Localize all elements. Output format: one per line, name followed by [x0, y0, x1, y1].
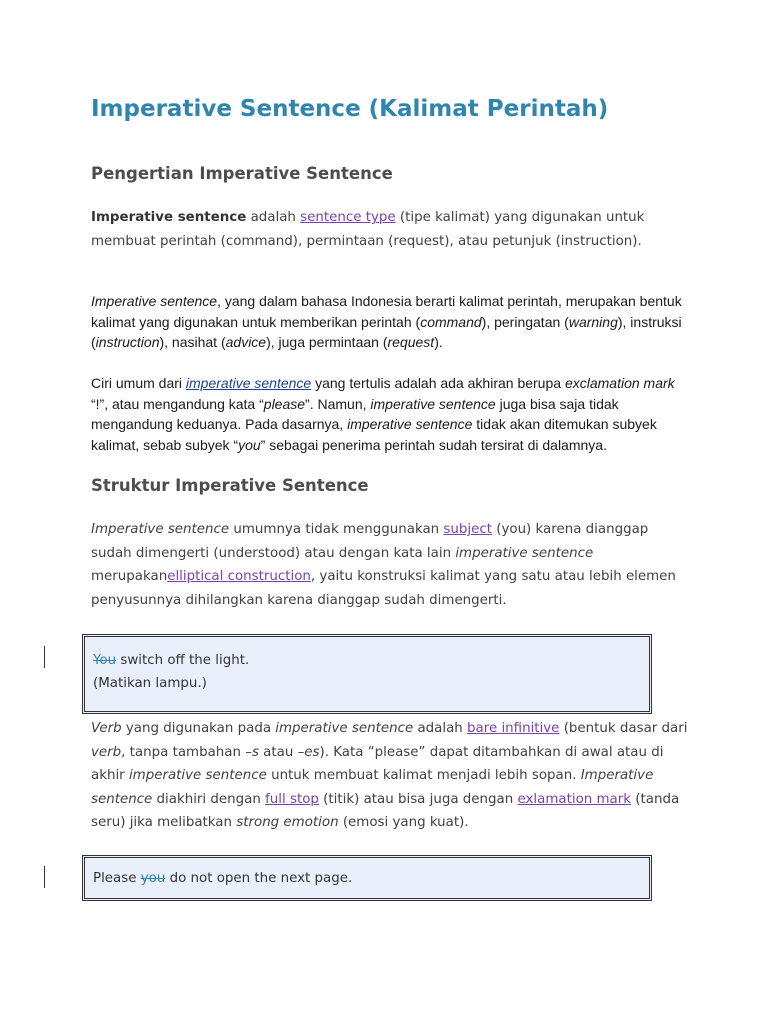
italic-term: imperative sentence — [455, 545, 594, 561]
text: juga bisa saja tidak mengandung keduanya. Pada dasarnya, — [91, 395, 619, 432]
paragraph-meaning — [91, 291, 691, 353]
text: (emosi yang kuat). — [338, 815, 469, 830]
italic-term: Verb — [91, 721, 122, 736]
text: Ciri umum dari — [91, 375, 186, 391]
italic-term: advice — [225, 334, 267, 350]
text: do not open the next page. — [165, 871, 353, 886]
text: (tipe kalimat) yang digunakan untuk membuat perintah (command), permintaan (request), atau petunjuk (instruction). — [91, 210, 645, 249]
example-box-2 — [82, 855, 652, 901]
text: ). Kata “please” dapat ditambahkan di awal atau di akhir — [91, 744, 664, 783]
section-heading-pengertian: Pengertian Imperative Sentence — [91, 164, 393, 183]
italic-term: strong emotion — [236, 815, 339, 830]
text: diakhiri dengan — [152, 791, 266, 807]
italic-term: imperative sentence — [128, 768, 267, 783]
text: ). — [434, 334, 443, 350]
link-imperative-sentence[interactable] — [186, 375, 311, 391]
italic-term: you — [238, 436, 261, 453]
paragraph-structure — [91, 518, 691, 612]
link-sentence-type[interactable]: sentence type — [300, 210, 396, 225]
link-full-stop[interactable]: full stop — [265, 791, 319, 807]
struck-subject: you — [140, 871, 166, 886]
text: merupakan — [91, 569, 168, 584]
text: tidak akan ditemukan subyek kalimat, sebab subyek “ — [91, 416, 657, 453]
text: , tanpa tambahan – — [121, 744, 252, 760]
text: adalah — [413, 721, 468, 736]
text: “!”, atau mengandung kata “ — [91, 395, 264, 412]
page-title: Imperative Sentence (Kalimat Perintah) — [91, 96, 609, 122]
section-heading-struktur: Struktur Imperative Sentence — [91, 476, 369, 495]
link-bare-infinitive[interactable]: bare infinitive — [467, 721, 560, 736]
italic-term: warning — [568, 313, 618, 330]
paragraph-verb — [91, 717, 691, 835]
text: (titik) atau bisa juga dengan — [318, 791, 518, 807]
bold-term: Imperative sentence — [91, 210, 247, 225]
text-cursor — [44, 646, 45, 668]
text: , yaitu konstruksi kalimat yang satu atau lebih elemen penyusunnya dihilangkan karena dianggap sudah dimengerti. — [91, 569, 676, 608]
example-sentence — [93, 649, 641, 672]
paragraph-definition — [91, 206, 691, 253]
paragraph-characteristics — [91, 373, 691, 455]
text: (tanda seru) jika melibatkan — [91, 791, 680, 830]
text: adalah — [246, 210, 301, 225]
italic-term: exclamation mark — [564, 375, 675, 391]
text: ), peringatan ( — [481, 313, 569, 330]
link-subject[interactable]: subject — [443, 522, 492, 537]
italic-term: Imperative sentence — [91, 293, 218, 309]
text: untuk membuat kalimat menjadi lebih sopan. — [266, 768, 581, 783]
example-translation: (Matikan lampu.) — [93, 676, 207, 691]
text: yang digunakan pada — [121, 721, 276, 736]
text: (you) karena dianggap sudah dimengerti (understood) atau dengan kata lain — [91, 522, 649, 561]
italic-term: es — [304, 744, 320, 760]
text: ), nasihat ( — [159, 334, 226, 350]
text: Please — [93, 871, 141, 886]
text-cursor — [44, 866, 45, 888]
italic-term: imperative sentence — [275, 721, 414, 736]
text: ” sebagai penerima perintah sudah tersirat di dalamnya. — [260, 436, 607, 453]
italic-term: command — [420, 313, 482, 330]
text: ), juga permintaan ( — [266, 334, 388, 350]
italic-term: imperative sentence — [347, 416, 473, 432]
italic-term: please — [263, 395, 306, 412]
text: , yang dalam bahasa Indonesia berarti kalimat perintah, merupakan bentuk kalimat yang digunakan untuk memberikan perintah ( — [91, 293, 682, 330]
text: switch off the light. — [116, 653, 250, 668]
italic-term: Imperative sentence — [91, 522, 230, 537]
italic-term: request — [387, 334, 435, 350]
text: atau – — [258, 744, 305, 760]
link-elliptical-construction[interactable]: elliptical construction — [167, 569, 311, 584]
text: ”. Namun, — [305, 395, 371, 412]
example-box-1 — [82, 634, 652, 714]
italic-term: instruction — [95, 334, 160, 350]
text: (bentuk dasar dari — [559, 721, 688, 736]
italic-term: verb — [91, 744, 122, 760]
italic-term: Imperative sentence — [91, 768, 654, 807]
example-sentence — [93, 867, 641, 890]
text: umumnya tidak menggunakan — [229, 522, 444, 537]
italic-term: imperative sentence — [370, 395, 496, 412]
struck-subject: You — [93, 653, 117, 668]
text: yang tertulis adalah ada akhiran berupa — [311, 375, 565, 391]
italic-term: s — [251, 744, 259, 760]
text: ), instruksi ( — [91, 313, 682, 350]
link-label: imperative sentence — [185, 375, 312, 391]
link-exclamation-mark[interactable]: exlamation mark — [517, 791, 632, 807]
